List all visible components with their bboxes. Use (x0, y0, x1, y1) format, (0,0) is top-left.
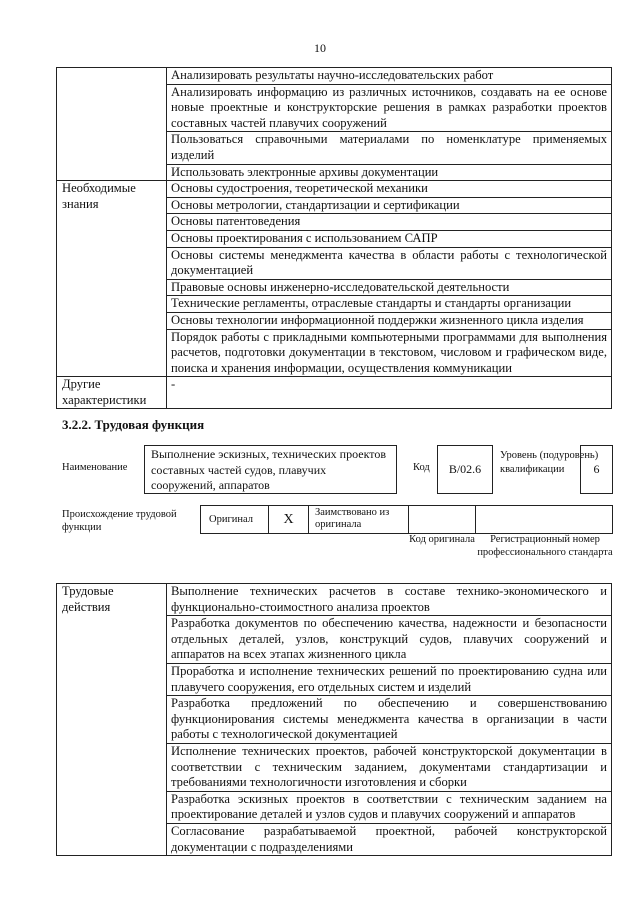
table-row (57, 181, 612, 198)
list-item: Основы судостроения, теоретической механики (167, 181, 612, 198)
original-cell: Оригинал (200, 505, 269, 534)
list-item: Основы системы менеджмента качества в области работы с технологической документацией (167, 247, 612, 279)
table-row (57, 68, 612, 85)
list-item: Выполнение технических расчетов в составе технико-экономического и функционально-стоимостного анализа проектов (167, 584, 612, 616)
list-item: Согласование разрабатываемой проектной, рабочей конструкторской документации с подразделениями (167, 823, 612, 855)
list-item: Основы проектирования с использованием САПР (167, 230, 612, 247)
list-item: Основы метрологии, стандартизации и сертификации (167, 197, 612, 214)
list-item: Разработка предложений по обеспечению и совершенствованию функционирования системы менеджмента качества в организации в части работы с технологической документацией (167, 696, 612, 744)
list-item: Порядок работы с прикладными компьютерными программами для выполнения расчетов, подготовки документации в текстовом, числовом и графическом виде, поиска и хранения информации, осуществления коммуникации (167, 329, 612, 377)
skills-knowledge-table (56, 67, 612, 409)
table-row (57, 584, 612, 616)
list-item: Технические регламенты, отраслевые стандарты и стандарты организации (167, 296, 612, 313)
code-label: Код (413, 462, 430, 473)
registration-number-cell (475, 505, 613, 534)
list-item: - (167, 377, 612, 409)
borrowed-cell: Заимствовано из оригинала (308, 505, 409, 534)
list-item: Правовые основы инженерно-исследовательской деятельности (167, 279, 612, 296)
original-mark: X (268, 505, 309, 534)
name-label: Наименование (62, 462, 128, 473)
list-item: Анализировать результаты научно-исследовательских работ (167, 68, 612, 85)
origin-strip (200, 505, 613, 534)
level-value: 6 (580, 445, 613, 494)
list-item: Разработка эскизных проектов в соответствии с техническим заданием на проектирование деталей и узлов судов и плавучих сооружений и аппаратов (167, 791, 612, 823)
list-item: Проработка и исполнение технических решений по проектированию судна или плавучего сооружения, его отдельных систем и изделий (167, 663, 612, 695)
list-item: Основы патентоведения (167, 214, 612, 231)
row-label: Необходимые знания (57, 181, 167, 377)
function-code-value: B/02.6 (437, 445, 493, 494)
list-item: Основы технологии информационной поддержки жизненного цикла изделия (167, 312, 612, 329)
row-label: Трудовые действия (57, 584, 167, 856)
function-name-value: Выполнение эскизных, технических проектов составных частей судов, плавучих сооружений, аппаратов (144, 445, 397, 494)
labor-actions-table (56, 583, 612, 856)
table-row (57, 377, 612, 409)
original-code-cell (408, 505, 476, 534)
origin-label: Происхождение трудовой функции (62, 509, 177, 533)
row-label (57, 68, 167, 181)
registration-caption: Регистрационный номер профессионального стандарта (477, 534, 613, 558)
list-item: Исполнение технических проектов, рабочей конструкторской документации в соответствии с техническим заданием, документами стандартизации и требованиями технологичности изготовления и сборки (167, 743, 612, 791)
list-item: Пользоваться справочными материалами по номенклатуре применяемых изделий (167, 132, 612, 164)
list-item: Анализировать информацию из различных источников, создавать на ее основе новые проектные и конструкторские решения в рамках разработки проектов составных частей плавучих сооружений (167, 84, 612, 132)
page-number: 10 (314, 41, 326, 55)
code-caption: Код оригинала (409, 534, 475, 545)
row-label: Другие характеристики (57, 377, 167, 409)
list-item: Использовать электронные архивы документации (167, 164, 612, 181)
level-label: Уровень (подуровень) квалификации (500, 450, 599, 475)
list-item: Разработка документов по обеспечению качества, надежности и безопасности отдельных деталей, узлов, конструкций судов, плавучих сооружений и аппаратов на всех этапах жизненного цикла (167, 616, 612, 664)
section-title: 3.2.2. Трудовая функция (62, 417, 205, 432)
